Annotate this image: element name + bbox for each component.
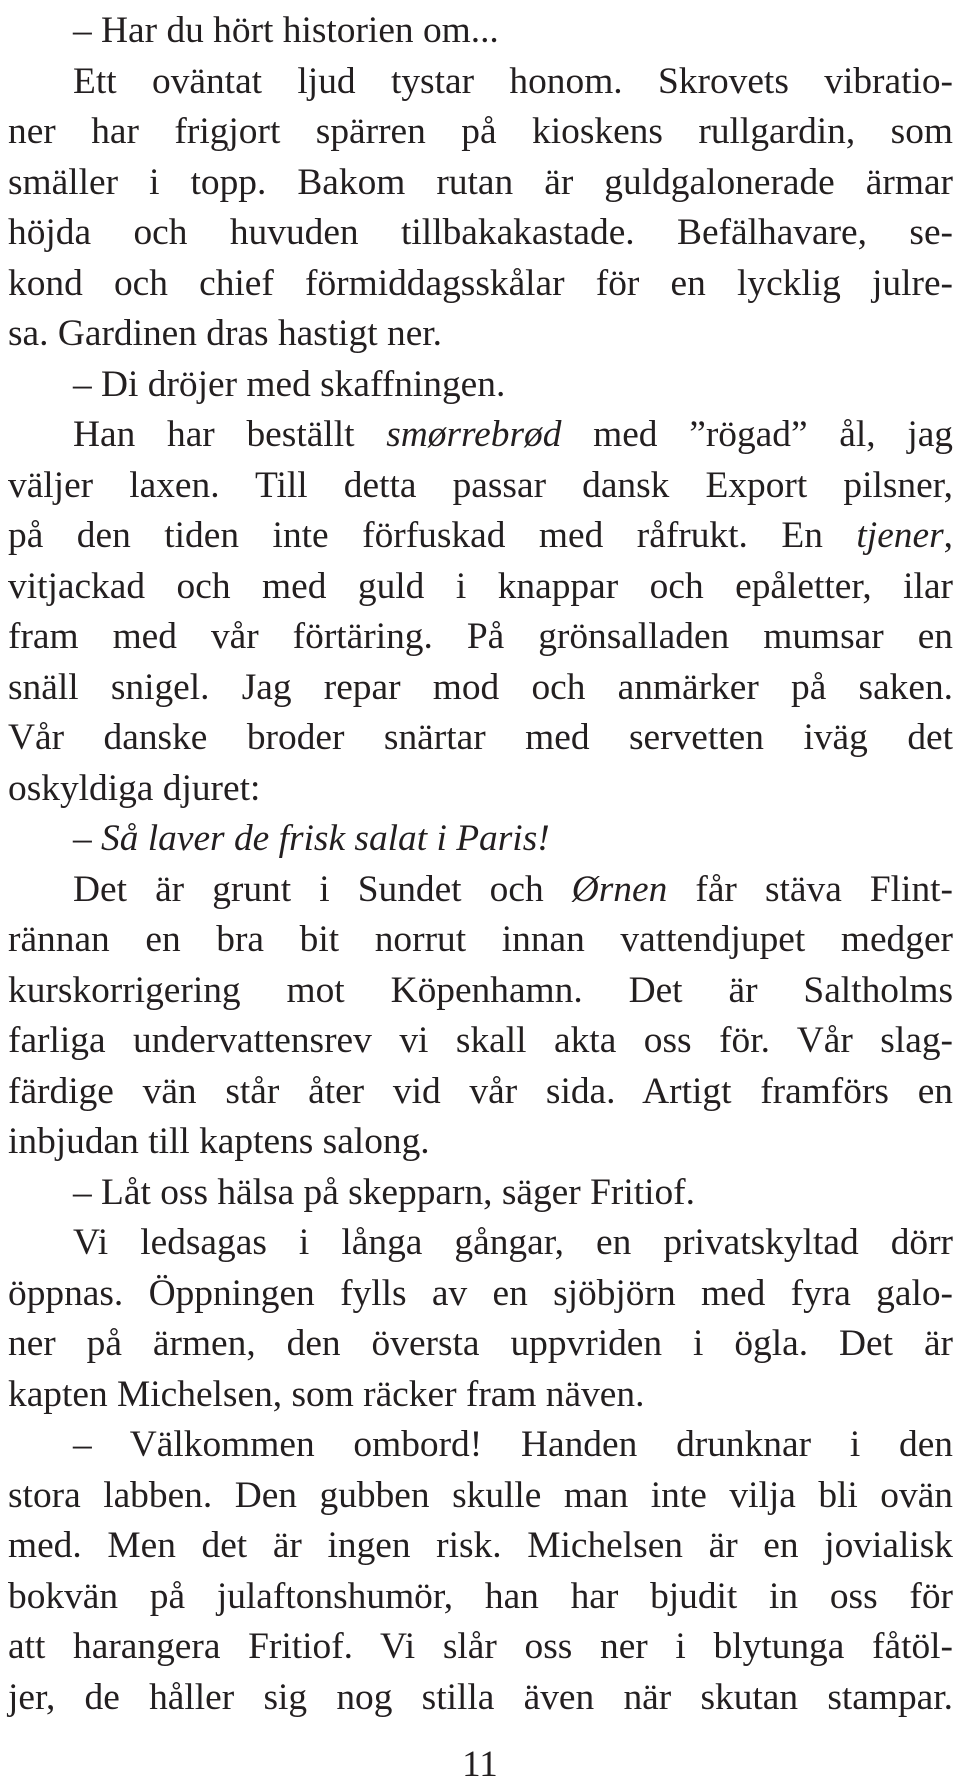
text-run: med ”rögad” ål, jag [561, 414, 953, 455]
text-run: – [73, 818, 102, 859]
text-line: oskyldiga djuret: [8, 767, 261, 809]
text-line: fram med vår förtäring. På grönsalladen mumsar en [8, 616, 953, 657]
text-line: ner på ärmen, den översta uppvriden i ögla. Det är [8, 1323, 953, 1364]
italic-text: tjener [856, 515, 944, 556]
text-line: jer, de håller sig nog stilla även när skutan stampar. [8, 1676, 953, 1718]
text-line [8, 814, 953, 865]
text-line: kapten Michelsen, som räcker fram näven. [8, 1373, 645, 1415]
text-run: på den tiden inte förfuskad med råfrukt. En [8, 515, 857, 556]
italic-text: Ørnen [571, 868, 668, 910]
text-line: Vi ledsagas i långa gångar, en privatskyltad dörr [73, 1222, 953, 1263]
text-line: – Har du hört historien om... [73, 10, 499, 51]
italic-text: smørrebrød [386, 414, 562, 455]
text-line: smäller i topp. Bakom rutan är guldgalonerade ärmar [8, 161, 953, 203]
text-line: väljer laxen. Till detta passar dansk Export pilsner, [8, 464, 953, 506]
text-line: Ett oväntat ljud tystar honom. Skrovets vibratio- [73, 60, 953, 102]
text-line: kurskorrigering mot Köpenhamn. Det är Saltholms [8, 969, 953, 1011]
text-run: får stäva Flint- [667, 868, 953, 910]
text-line: rännan en bra bit norrut innan vattendjupet medger [8, 919, 953, 960]
text-line: – Di dröjer med skaffningen. [73, 363, 506, 405]
text-run: , [943, 515, 953, 556]
text-line: bokvän på julaftonshumör, han har bjudit in oss för [8, 1575, 953, 1617]
text-line: öppnas. Öppningen fylls av en sjöbjörn med fyra galo- [8, 1272, 953, 1314]
text-line: stora labben. Den gubben skulle man inte vilja bli ovän [8, 1474, 953, 1516]
text-line: sa. Gardinen dras hastigt ner. [8, 313, 443, 354]
text-line: färdige vän står åter vid vår sida. Artigt framförs en [8, 1070, 953, 1112]
text-run: Det är grunt i Sundet och [73, 868, 572, 910]
text-run: Han har beställt [73, 414, 387, 455]
text-line [8, 410, 953, 461]
page-number: 11 [462, 1744, 498, 1785]
text-line: ner har frigjort spärren på kioskens rullgardin, som [8, 111, 953, 152]
text-line: – Låt oss hälsa på skepparn, säger Fritiof. [73, 1171, 695, 1213]
text-line [8, 511, 953, 562]
text-line: snäll snigel. Jag repar mod och anmärker på saken. [8, 666, 953, 708]
text-line: med. Men det är ingen risk. Michelsen är en jovialisk [8, 1525, 953, 1566]
text-line: höjda och huvuden tillbakakastade. Befälhavare, se- [8, 212, 953, 253]
text-line: Vår danske broder snärtar med servetten iväg det [8, 717, 953, 758]
text-line: kond och chief förmiddagsskålar för en lycklig julre- [8, 262, 953, 304]
text-line: att harangera Fritiof. Vi slår oss ner i blytunga fåtöl- [8, 1626, 953, 1667]
text-line: farliga undervattensrev vi skall akta oss för. Vår slag- [8, 1020, 953, 1061]
text-line [8, 865, 953, 916]
text-line: vitjackad och med guld i knappar och epåletter, ilar [8, 565, 953, 607]
text-line: – Välkommen ombord! Handen drunknar i den [73, 1424, 953, 1465]
body-text [8, 2, 953, 1723]
italic-text: Så laver de frisk salat i Paris! [101, 818, 550, 859]
text-line: inbjudan till kaptens salong. [8, 1121, 430, 1162]
